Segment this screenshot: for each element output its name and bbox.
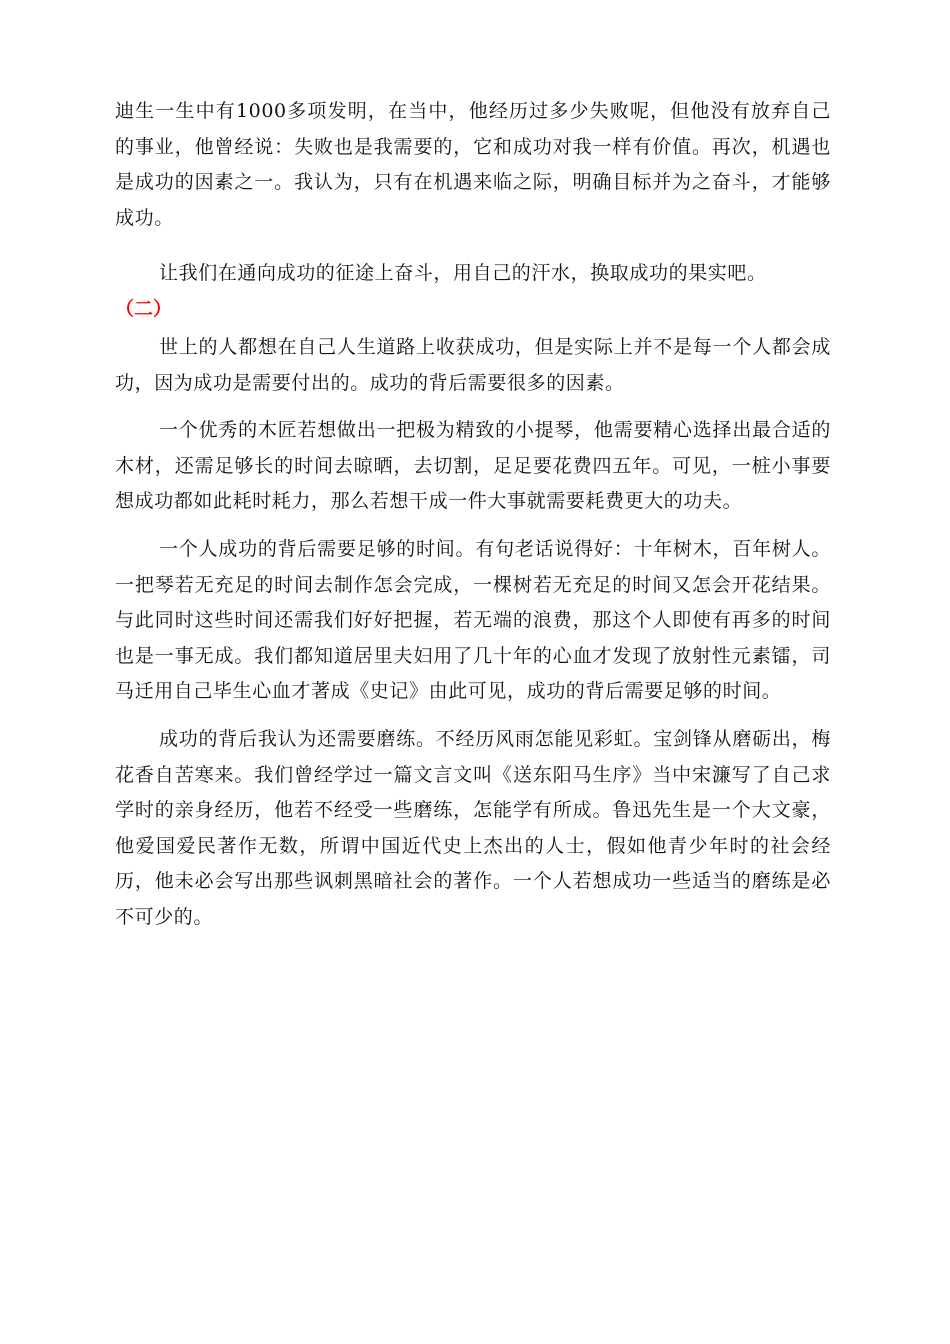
paragraph-violin: 一个优秀的木匠若想做出一把极为精致的小提琴，他需要精心选择出最合适的木材，还需足够长的时间去晾晒，去切割，足足要花费四五年。可见，一桩小事要想成功都如此耗时耗力，那么若想干成一件大事就需要耗费更大的功夫。: [115, 419, 831, 513]
paragraph-edison: 迪生一生中有1000多项发明，在当中，他经历过多少失败呢，但他没有放弃自己的事业，他曾经说：失败也是我需要的，它和成功对我一样有价值。再次，机遇也是成功的因素之一。我认为，只有在机遇来临之际，明确目标并为之奋斗，才能够成功。: [115, 100, 831, 229]
paragraph-strive: 让我们在通向成功的征途上奋斗，用自己的汗水，换取成功的果实吧。: [159, 262, 767, 285]
paragraph-intro: 世上的人都想在自己人生道路上收获成功，但是实际上并不是每一个人都会成功，因为成功是需要付出的。成功的背后需要很多的因素。: [115, 335, 831, 394]
paragraph-hardship: 成功的背后我认为还需要磨练。不经历风雨怎能见彩虹。宝剑锋从磨砺出，梅花香自苦寒来。我们曾经学过一篇文言文叫《送东阳马生序》当中宋濂写了自己求学时的亲身经历，他若不经受一些磨练，怎能学有所成。鲁迅先生是一个大文豪，他爱国爱民著作无数，所谓中国近代史上杰出的人士，假如他青少年时的社会经历，他未必会写出那些讽刺黑暗社会的著作。一个人若想成功一些适当的磨练是必不可少的。: [115, 727, 831, 928]
paragraph-time: 一个人成功的背后需要足够的时间。有句老话说得好：十年树木，百年树人。一把琴若无充足的时间去制作怎会完成，一棵树若无充足的时间又怎会开花结果。与此同时这些时间还需我们好好把握，若无端的浪费，那这个人即使有再多的时间也是一事无成。我们都知道居里夫妇用了几十年的心血才发现了放射性元素镭，司马迁用自己毕生心血才著成《史记》由此可见，成功的背后需要足够的时间。: [115, 537, 831, 703]
document-page: [115, 94, 831, 935]
section-heading: （二）: [115, 297, 173, 320]
